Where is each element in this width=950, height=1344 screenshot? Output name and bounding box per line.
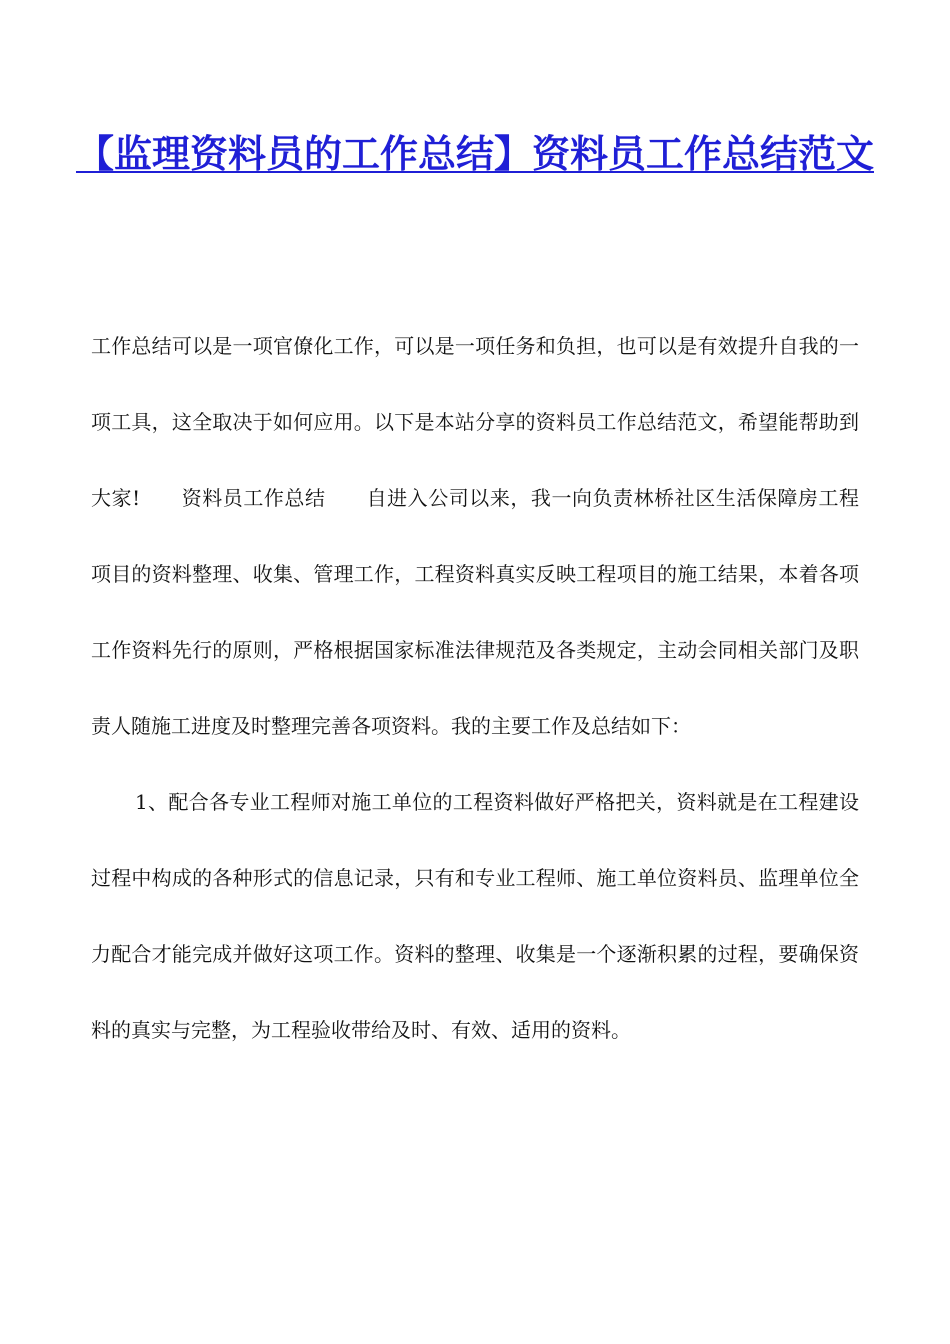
document-title [60, 128, 890, 180]
title-link[interactable]: 【监理资料员的工作总结】资料员工作总结范文 [75, 132, 874, 176]
point-1-paragraph: 1、配合各专业工程师对施工单位的工程资料做好严格把关，资料就是在工程建设过程中构成的各种形式的信息记录，只有和专业工程师、施工单位资料员、监理单位全力配合才能完成并做好这项工作。资料的整理、收集是一个逐渐积累的过程，要确保资料的真实与完整，为工程验收带给及时、有效、适用的资料。 [91, 790, 859, 1042]
document-body [91, 308, 859, 1068]
intro-paragraph: 工作总结可以是一项官僚化工作，可以是一项任务和负担，也可以是有效提升自我的一项工具，这全取决于如何应用。以下是本站分享的资料员工作总结范文，希望能帮助到大家! 资料员工作总结 自进入公司以来，我一向负责林桥社区生活保障房工程项目的资料整理、收集、管理工作，工程资料真实反映工程项目的施工结果，本着各项工作资料先行的原则，严格根据国家标准法律规范及各类规定，主动会同相关部门及职责人随施工进度及时整理完善各项资料。我的主要工作及总结如下： [91, 334, 859, 738]
